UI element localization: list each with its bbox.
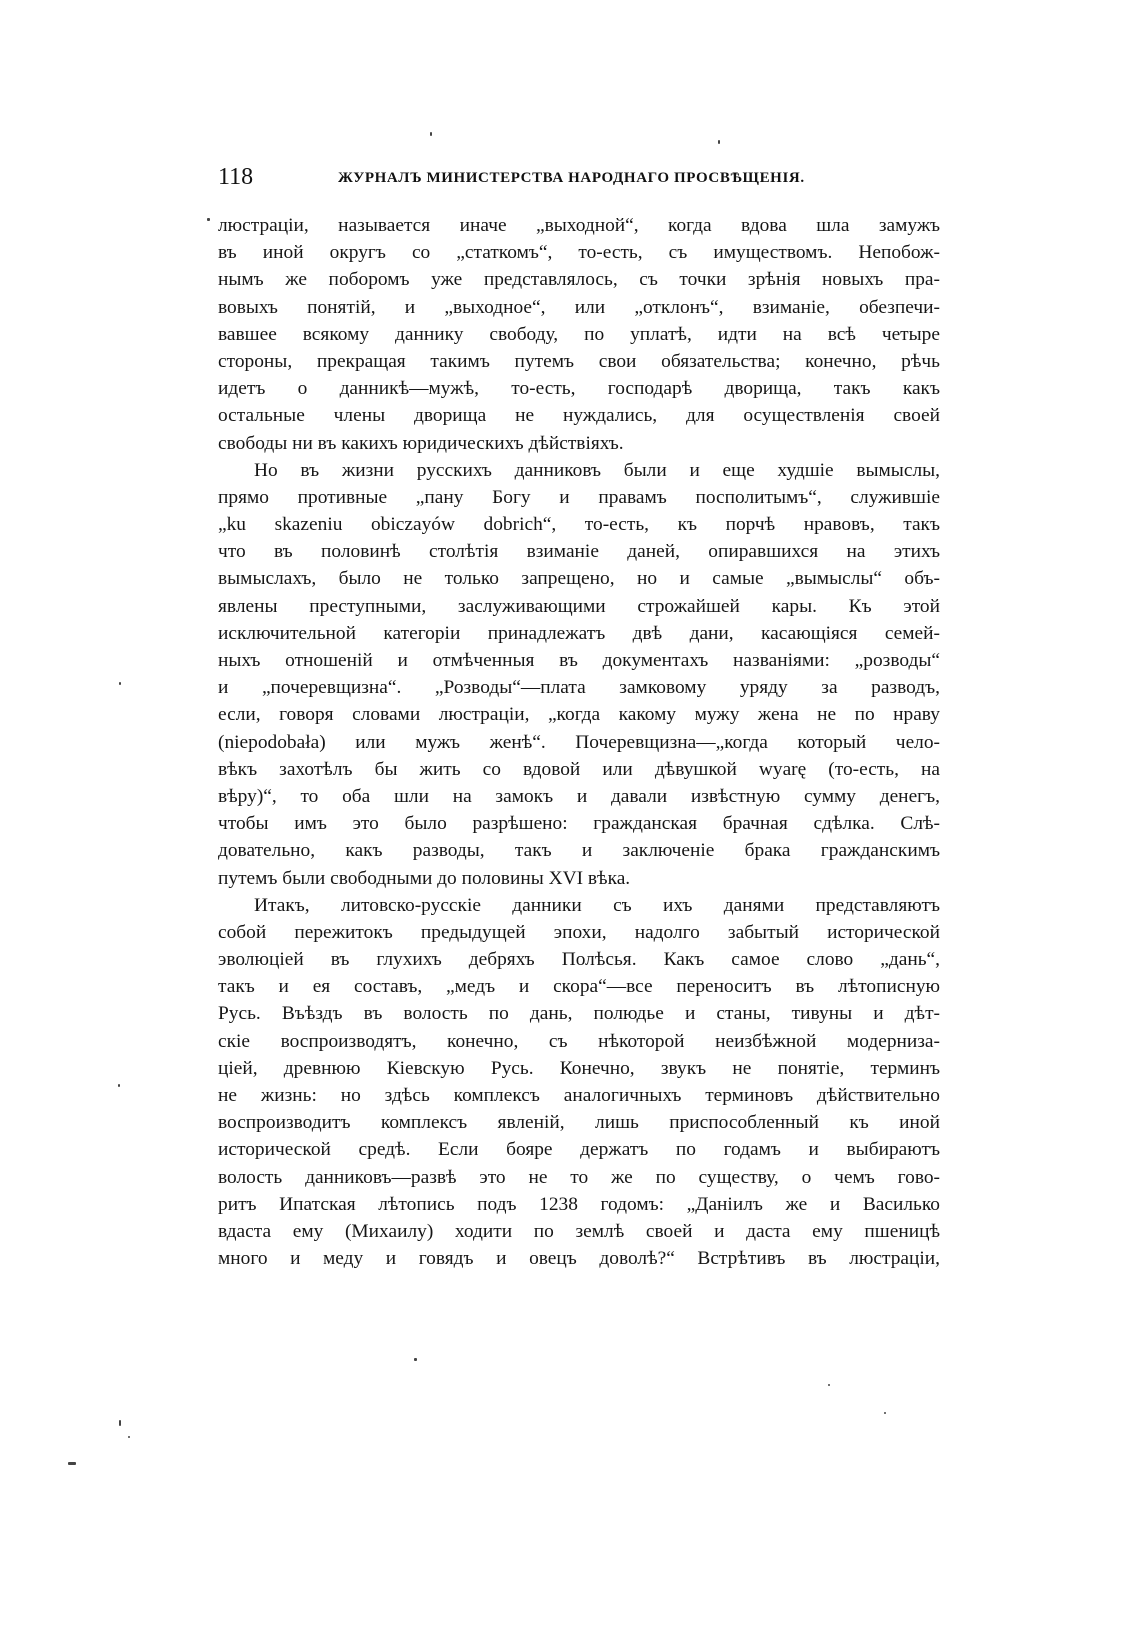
text-line: „ku skazeniu obiczayów dobrich“, то-есть, къ порчѣ нравовъ, такъ (218, 514, 940, 536)
scan-speck (207, 218, 210, 221)
text-line: Итакъ, литовско-русскіе данники съ ихъ данями представляютъ (254, 894, 940, 916)
text-line: вовыхъ понятій, и „выходное“, или „отклонъ“, взиманіе, обезпечи- (218, 296, 940, 318)
scan-speck (430, 132, 432, 136)
text-line: вѣкъ захотѣлъ бы жить со вдовой или дѣвушкой wyarę (то-есть, на (218, 758, 940, 780)
text-line: ціей, древнюю Кіевскую Русь. Конечно, звукъ не понятіе, терминъ (218, 1057, 940, 1079)
scan-speck (119, 1420, 121, 1426)
text-line: если, говоря словами люстраціи, „когда какому мужу жена не по нраву (218, 704, 940, 726)
text-line: въ иной округъ со „статкомъ“, то-есть, съ имуществомъ. Непобож- (218, 242, 940, 264)
scan-speck (119, 682, 121, 685)
text-line: (niepodobała) или мужъ женѣ“. Почеревщизна—„когда который чело- (218, 731, 940, 753)
running-title: ЖУРНАЛЪ МИНИСТЕРСТВА НАРОДНАГО ПРОСВѢЩЕНІЯ. (338, 170, 805, 186)
text-line: волость данниковъ—развѣ это не то же по существу, о чемъ гово- (218, 1166, 940, 1188)
scan-speck (828, 1384, 830, 1386)
scan-speck (718, 140, 720, 144)
text-line: Русь. Въѣздъ въ волость по дань, полюдье и станы, тивуны и дѣт- (218, 1003, 940, 1025)
text-line: явлены преступными, заслуживающими строжайшей кары. Къ этой (218, 595, 940, 617)
paragraph (218, 892, 940, 1273)
text-line: и „почеревщизна“. „Розводы“—плата замковому уряду за разводъ, (218, 677, 940, 699)
text-line: стороны, прекращая такимъ путемъ свои обязательства; конечно, рѣчь (218, 350, 940, 372)
text-line: люстраціи, называется иначе „выходной“, когда вдова шла замужъ (218, 215, 940, 236)
scan-speck (118, 1084, 120, 1087)
text-line: воспроизводитъ комплексъ явленій, лишь приспособленный къ иной (218, 1112, 940, 1134)
text-line: прямо противные „пану Богу и правамъ посполитымъ“, служившіе (218, 486, 940, 508)
text-line: исключительной категоріи принадлежатъ двѣ дани, касающіяся семей- (218, 622, 940, 644)
text-line: Но въ жизни русскихъ данниковъ были и еще худшіе вымыслы, (254, 459, 940, 481)
body-text (218, 212, 940, 1272)
text-line: вдаста ему (Михаилу) ходити по землѣ своей и даста ему пшеницѣ (218, 1220, 940, 1242)
text-line: эволюціей въ глухихъ дебряхъ Полѣсья. Какъ самое слово „дань“, (218, 949, 940, 971)
text-line: что въ половинѣ столѣтія взиманіе даней, опиравшихся на этихъ (218, 541, 940, 563)
text-line: скіе воспроизводятъ, конечно, съ нѣкоторой неизбѣжной модерниза- (218, 1030, 940, 1052)
text-line: нымъ же поборомъ уже представлялось, съ точки зрѣнія новыхъ пра- (218, 269, 940, 291)
text-line: не жизнь: но здѣсь комплексъ аналогичныхъ терминовъ дѣйствительно (218, 1085, 940, 1106)
text-line: путемъ были свободными до половины XVI вѣка. (218, 867, 631, 889)
text-line: вѣру)“, то оба шли на замокъ и давали извѣстную сумму денегъ, (218, 785, 940, 807)
scan-speck (68, 1462, 76, 1465)
text-line: остальные члены дворища не нуждались, для осуществленія своей (218, 405, 940, 427)
scan-speck (884, 1412, 886, 1414)
text-line: довательно, какъ разводы, такъ и заключеніе брака гражданскимъ (218, 840, 940, 862)
text-line: исторической средѣ. Если бояре держатъ по годамъ и выбираютъ (218, 1139, 940, 1161)
page-number: 118 (218, 164, 254, 190)
text-line: чтобы имъ это было разрѣшено: гражданская брачная сдѣлка. Слѣ- (218, 813, 940, 835)
text-line: свободы ни въ какихъ юридическихъ дѣйствіяхъ. (218, 432, 624, 454)
text-line: много и меду и говядъ и овецъ доволѣ?“ Встрѣтивъ въ люстраціи, (218, 1248, 940, 1270)
text-line: такъ и ея составъ, „медъ и скора“—все переноситъ въ лѣтописную (218, 976, 940, 998)
text-line: ныхъ отношеній и отмѣченныя въ документахъ названіями: „розводы“ (218, 650, 940, 671)
paragraph (218, 212, 940, 457)
scan-speck (128, 1436, 130, 1438)
text-line: ритъ Ипатская лѣтопись подъ 1238 годомъ: „Даніилъ же и Василько (218, 1193, 940, 1215)
text-line: идетъ о данникѣ—мужѣ, то-есть, господарѣ дворища, такъ какъ (218, 378, 940, 400)
text-line: вымыслахъ, было не только запрещено, но и самые „вымыслы“ объ- (218, 568, 940, 590)
paragraph (218, 457, 940, 892)
page-header (218, 162, 940, 196)
scan-speck (414, 1358, 417, 1361)
text-line: собой пережитокъ предыдущей эпохи, надолго забытый исторической (218, 921, 940, 943)
text-line: вавшее всякому даннику свободу, по уплатѣ, идти на всѣ четыре (218, 323, 940, 345)
